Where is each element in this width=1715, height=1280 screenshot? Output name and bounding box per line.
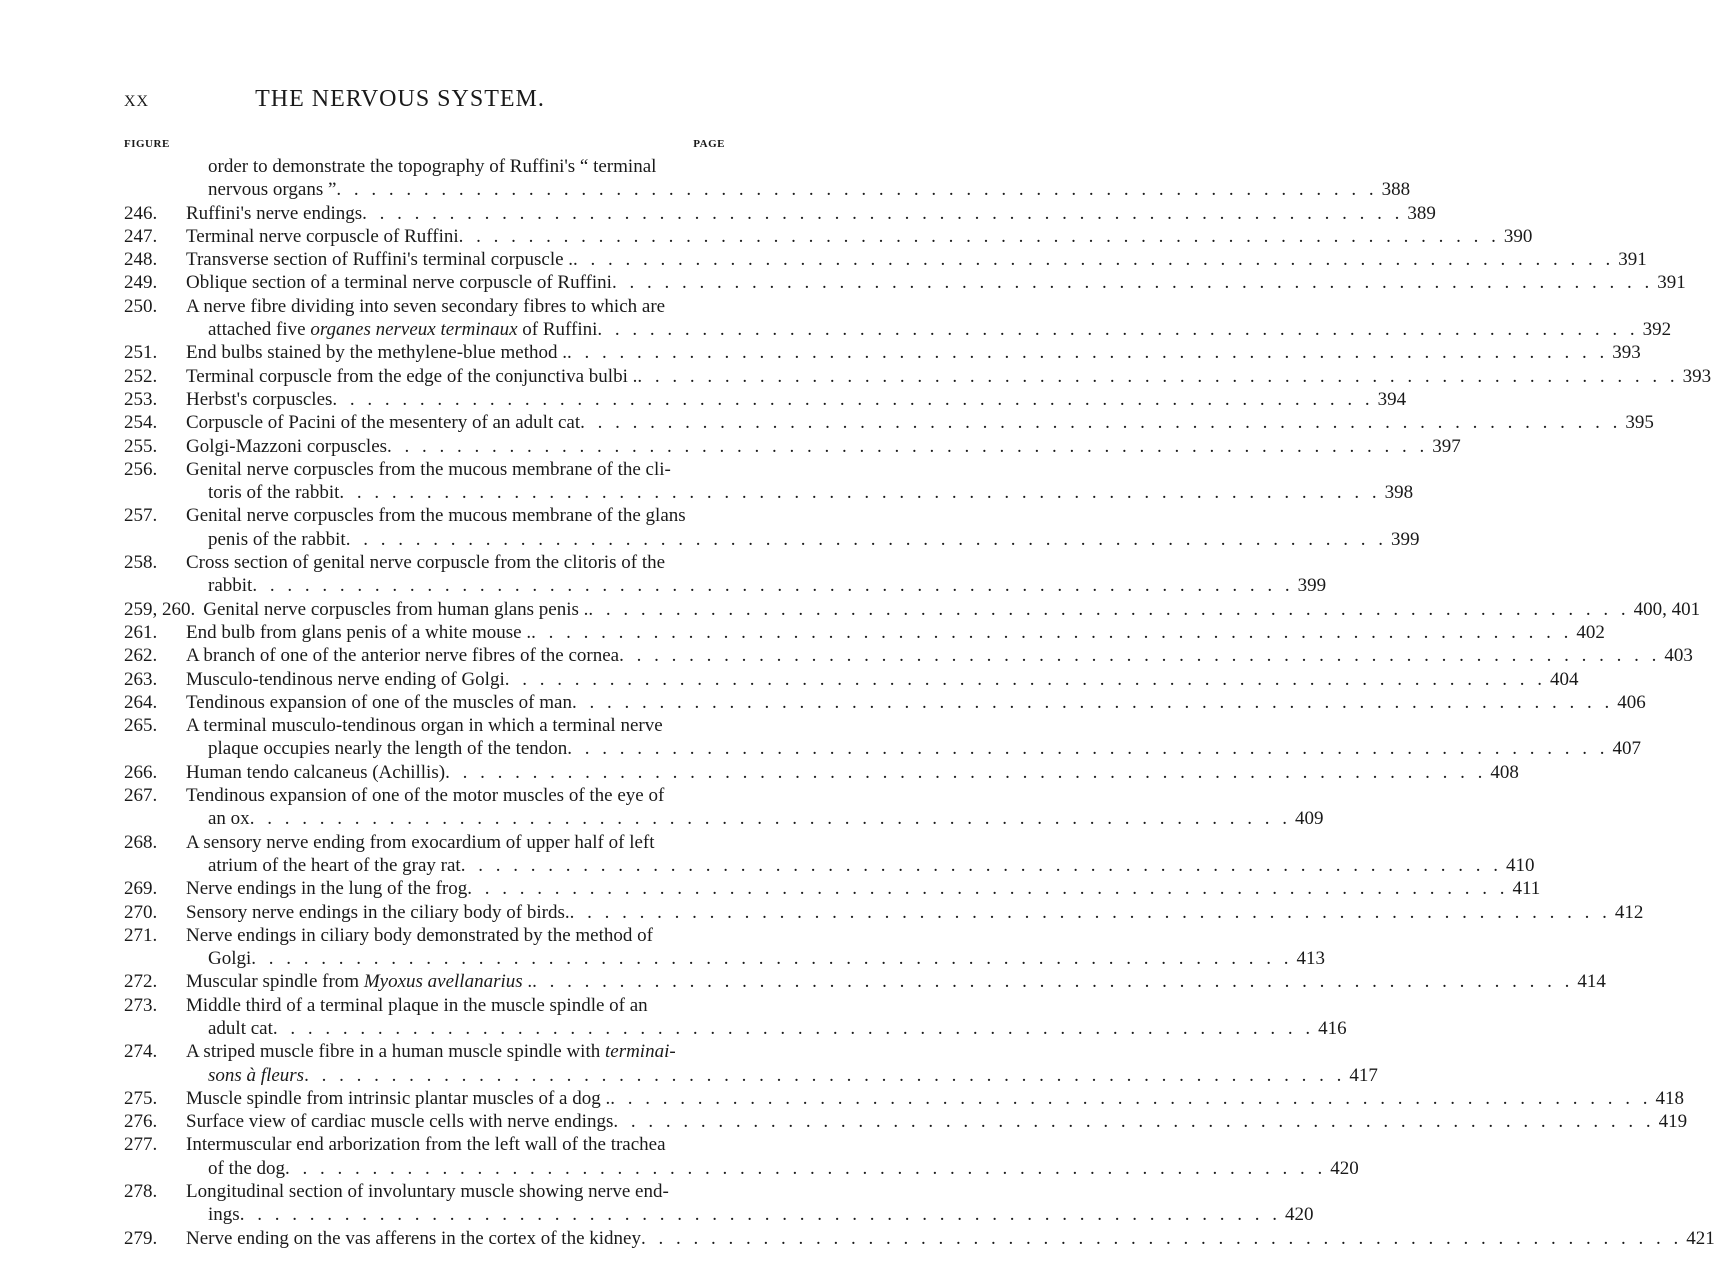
figure-description bbox=[186, 714, 1642, 761]
figure-number: 247. bbox=[124, 225, 158, 247]
figure-description bbox=[186, 365, 1712, 388]
dot-leader: . . . . . . . . . . . . . . . . . . . . . . . . . . . . . . . . . . . . . . . . . . . . . . . . . . . . . . . . . . . . bbox=[613, 1111, 1655, 1133]
list-item bbox=[124, 295, 1672, 342]
description-line bbox=[186, 528, 1420, 551]
list-item bbox=[124, 1040, 1378, 1087]
description-line bbox=[186, 411, 1654, 434]
description-line bbox=[186, 1087, 1684, 1110]
line-text: penis of the rabbit bbox=[208, 528, 346, 550]
description-line bbox=[186, 1064, 1378, 1087]
figure-number: 257. bbox=[124, 505, 158, 527]
list-item bbox=[124, 388, 1407, 411]
line-text: Cross section of genital nerve corpuscle from the clitoris of the bbox=[186, 552, 666, 574]
description-line bbox=[186, 318, 1672, 341]
list-item bbox=[124, 1087, 1684, 1110]
page-reference: 392 bbox=[1642, 319, 1672, 341]
line-text: plaque occupies nearly the length of the tendon bbox=[208, 738, 568, 760]
figure-number: 276. bbox=[124, 1111, 158, 1133]
description-line bbox=[186, 388, 1407, 411]
figure-number: 265. bbox=[124, 715, 158, 737]
figure-description bbox=[186, 644, 1693, 667]
page-reference: 420 bbox=[1330, 1157, 1359, 1179]
line-text: Golgi-Mazzoni corpuscles bbox=[186, 435, 388, 457]
figure-number: 249. bbox=[124, 272, 158, 294]
dot-leader: . . . . . . . . . . . . . . . . . . . . . . . . . . . . . . . . . . . . . . . . . . . . . . . . . . . . . . . . . . . . bbox=[597, 319, 1639, 341]
line-text: an ox bbox=[208, 808, 250, 830]
description-line bbox=[186, 737, 1642, 760]
list-item bbox=[124, 1110, 1688, 1133]
list-item bbox=[124, 411, 1654, 434]
line-text: Nerve endings in the lung of the frog bbox=[186, 878, 468, 900]
description-line bbox=[186, 1180, 725, 1203]
description-line bbox=[186, 807, 1324, 830]
description-line bbox=[186, 458, 725, 481]
line-text-roman: of Ruffini bbox=[517, 319, 598, 341]
description-line bbox=[186, 271, 1686, 294]
dot-leader: . . . . . . . . . . . . . . . . . . . . . . . . . . . . . . . . . . . . . . . . . . . . . . . . . . . . . . . . . . . . bbox=[339, 482, 1381, 504]
description-line bbox=[186, 248, 1647, 271]
description-line bbox=[186, 668, 1579, 691]
figure-number: 251. bbox=[124, 342, 158, 364]
dot-leader: . . . . . . . . . . . . . . . . . . . . . . . . . . . . . . . . . . . . . . . . . . . . . . . . . . . . . . . . . . . . bbox=[619, 645, 1661, 667]
line-text: A terminal musculo-tendinous organ in which a terminal nerve bbox=[186, 715, 663, 737]
line-text-italic: sons à fleurs bbox=[208, 1064, 305, 1086]
line-text: A nerve fibre dividing into seven secondary fibres to which are bbox=[186, 295, 666, 317]
figure-number: 258. bbox=[124, 552, 158, 574]
line-text: End bulbs stained by the methylene-blue method . bbox=[186, 342, 567, 364]
line-text: Longitudinal section of involuntary muscle showing nerve end- bbox=[186, 1181, 669, 1203]
figure-column-header: FIGURE bbox=[124, 138, 170, 150]
dot-leader: . . . . . . . . . . . . . . . . . . . . . . . . . . . . . . . . . . . . . . . . . . . . . . . . . . . . . . . . . . . . bbox=[610, 1087, 1652, 1109]
figure-description bbox=[186, 621, 1605, 644]
page-reference: 412 bbox=[1614, 901, 1644, 923]
description-line bbox=[186, 784, 725, 807]
figure-description bbox=[186, 435, 1461, 458]
figure-number: 262. bbox=[124, 645, 158, 667]
running-title: THE NERVOUS SYSTEM. bbox=[255, 86, 545, 112]
dot-leader: . . . . . . . . . . . . . . . . . . . . . . . . . . . . . . . . . . . . . . . . . . . . . . . . . . . . . . . . . . . . bbox=[532, 971, 1574, 993]
list-item bbox=[124, 1133, 1359, 1180]
description-line bbox=[186, 621, 1605, 644]
description-line bbox=[186, 644, 1693, 667]
figure-description bbox=[186, 411, 1654, 434]
line-text bbox=[186, 1040, 676, 1063]
dot-leader: . . . . . . . . . . . . . . . . . . . . . . . . . . . . . . . . . . . . . . . . . . . . . . . . . . . . . . . . . . . . bbox=[304, 1064, 1346, 1086]
description-line bbox=[186, 1203, 1314, 1226]
page-reference: 404 bbox=[1549, 668, 1579, 690]
description-line bbox=[186, 994, 725, 1017]
list-item bbox=[124, 970, 1606, 993]
description-line bbox=[186, 481, 1414, 504]
figure-description bbox=[186, 1227, 1715, 1250]
line-text: A branch of one of the anterior nerve fibres of the cornea bbox=[186, 645, 620, 667]
line-text: ings bbox=[208, 1204, 240, 1226]
list-item bbox=[124, 761, 1519, 784]
list-item bbox=[124, 901, 1644, 924]
line-text: Golgi bbox=[208, 948, 252, 970]
figure-number: 277. bbox=[124, 1134, 158, 1156]
description-line bbox=[186, 574, 1327, 597]
line-text: Herbst's corpuscles bbox=[186, 388, 333, 410]
description-line bbox=[186, 854, 1535, 877]
figure-description bbox=[186, 877, 1541, 900]
line-text-italic: Myoxus avellanarius bbox=[363, 971, 523, 993]
figure-description bbox=[186, 668, 1579, 691]
figure-number: 263. bbox=[124, 668, 158, 690]
page-reference: 406 bbox=[1617, 691, 1646, 713]
figure-description bbox=[186, 225, 1533, 248]
page-reference: 418 bbox=[1655, 1087, 1684, 1109]
figure-description bbox=[186, 155, 1411, 202]
dot-leader: . . . . . . . . . . . . . . . . . . . . . . . . . . . . . . . . . . . . . . . . . . . . . . . . . . . . . . . . . . . . bbox=[251, 948, 1293, 970]
description-line bbox=[186, 551, 725, 574]
line-text: End bulb from glans penis of a white mouse . bbox=[186, 621, 532, 643]
figure-number: 268. bbox=[124, 831, 158, 853]
figure-description bbox=[186, 761, 1519, 784]
figure-number: 246. bbox=[124, 202, 158, 224]
line-text: rabbit bbox=[208, 575, 253, 597]
page-reference: 398 bbox=[1384, 482, 1414, 504]
dot-leader: . . . . . . . . . . . . . . . . . . . . . . . . . . . . . . . . . . . . . . . . . . . . . . . . . . . . . . . . . . . . bbox=[345, 528, 1387, 550]
line-text: Oblique section of a terminal nerve corpuscle of Ruffini bbox=[186, 272, 612, 294]
page-reference: 388 bbox=[1381, 179, 1411, 201]
line-text: Corpuscle of Pacini of the mesentery of an adult cat bbox=[186, 412, 581, 434]
description-line bbox=[186, 877, 1541, 900]
figure-number: 273. bbox=[124, 994, 158, 1016]
dot-leader: . . . . . . . . . . . . . . . . . . . . . . . . . . . . . . . . . . . . . . . . . . . . . . . . . . . . . . . . . . . . bbox=[531, 621, 1573, 643]
list-item bbox=[124, 691, 1646, 714]
dot-leader: . . . . . . . . . . . . . . . . . . . . . . . . . . . . . . . . . . . . . . . . . . . . . . . . . . . . . . . . . . . . bbox=[239, 1204, 1281, 1226]
line-text: toris of the rabbit bbox=[208, 482, 340, 504]
dot-leader: . . . . . . . . . . . . . . . . . . . . . . . . . . . . . . . . . . . . . . . . . . . . . . . . . . . . . . . . . . . . bbox=[362, 202, 1404, 224]
page-reference: 409 bbox=[1294, 808, 1324, 830]
dot-leader: . . . . . . . . . . . . . . . . . . . . . . . . . . . . . . . . . . . . . . . . . . . . . . . . . . . . . . . . . . . . bbox=[580, 412, 1622, 434]
dot-leader: . . . . . . . . . . . . . . . . . . . . . . . . . . . . . . . . . . . . . . . . . . . . . . . . . . . . . . . . . . . . bbox=[567, 738, 1609, 760]
list-item bbox=[124, 714, 1642, 761]
description-line bbox=[186, 924, 725, 947]
line-text-roman: attached five bbox=[208, 319, 311, 341]
description-line bbox=[186, 1133, 725, 1156]
figure-description bbox=[186, 1087, 1684, 1110]
line-text-italic: organes nerveux terminaux bbox=[310, 319, 518, 341]
page-reference: 390 bbox=[1503, 225, 1533, 247]
figure-number: 250. bbox=[124, 295, 158, 317]
list-item bbox=[124, 202, 1436, 225]
list-item bbox=[124, 994, 1347, 1041]
page-reference: 411 bbox=[1512, 878, 1541, 900]
list-item bbox=[124, 248, 1647, 271]
figure-number: 266. bbox=[124, 761, 158, 783]
list-item bbox=[124, 668, 1579, 691]
figure-description bbox=[186, 1110, 1688, 1133]
line-text: adult cat bbox=[208, 1017, 273, 1039]
figure-description bbox=[186, 1180, 1314, 1227]
page-reference: 391 bbox=[1657, 272, 1686, 294]
list-item bbox=[124, 365, 1712, 388]
figure-description bbox=[186, 202, 1436, 225]
list-item bbox=[124, 924, 1326, 971]
line-text: Musculo-tendinous nerve ending of Golgi bbox=[186, 668, 505, 690]
line-text: Terminal nerve corpuscle of Ruffini bbox=[186, 225, 459, 247]
figure-description bbox=[186, 1133, 1359, 1180]
line-text bbox=[186, 970, 532, 993]
list-item bbox=[124, 784, 1324, 831]
dot-leader: . . . . . . . . . . . . . . . . . . . . . . . . . . . . . . . . . . . . . . . . . . . . . . . . . . . . . . . . . . . . bbox=[458, 225, 1500, 247]
dot-leader: . . . . . . . . . . . . . . . . . . . . . . . . . . . . . . . . . . . . . . . . . . . . . . . . . . . . . . . . . . . . bbox=[637, 365, 1679, 387]
dot-leader: . . . . . . . . . . . . . . . . . . . . . . . . . . . . . . . . . . . . . . . . . . . . . . . . . . . . . . . . . . . . bbox=[285, 1157, 1327, 1179]
list-item bbox=[124, 1227, 1715, 1250]
line-text: order to demonstrate the topography of Ruffini's “ terminal bbox=[208, 156, 657, 177]
dot-leader: . . . . . . . . . . . . . . . . . . . . . . . . . . . . . . . . . . . . . . . . . . . . . . . . . . . . . . . . . . . . bbox=[504, 668, 1546, 690]
line-text-roman: Muscular spindle from bbox=[186, 971, 364, 993]
line-text: Sensory nerve endings in the ciliary body of birds. bbox=[186, 901, 570, 923]
page-reference: 400, 401 bbox=[1633, 598, 1701, 620]
figure-number: 256. bbox=[124, 458, 158, 480]
figure-description bbox=[186, 924, 1326, 971]
dot-leader: . . . . . . . . . . . . . . . . . . . . . . . . . . . . . . . . . . . . . . . . . . . . . . . . . . . . . . . . . . . . bbox=[573, 249, 1615, 271]
dot-leader: . . . . . . . . . . . . . . . . . . . . . . . . . . . . . . . . . . . . . . . . . . . . . . . . . . . . . . . . . . . . bbox=[272, 1017, 1315, 1039]
figure-number: 278. bbox=[124, 1181, 158, 1203]
line-text: Muscle spindle from intrinsic plantar muscles of a dog . bbox=[186, 1087, 611, 1109]
dot-leader: . . . . . . . . . . . . . . . . . . . . . . . . . . . . . . . . . . . . . . . . . . . . . . . . . . . . . . . . . . . . bbox=[249, 808, 1291, 830]
figure-number: 254. bbox=[124, 412, 158, 434]
page-reference: 399 bbox=[1390, 528, 1420, 550]
figure-description bbox=[186, 341, 1641, 364]
description-line bbox=[186, 295, 725, 318]
description-line bbox=[186, 435, 1461, 458]
line-text: Nerve ending on the vas afferens in the cortex of the kidney bbox=[186, 1227, 641, 1249]
line-text: atrium of the heart of the gray rat bbox=[208, 854, 461, 876]
description-line bbox=[186, 691, 1646, 714]
line-text: Nerve endings in ciliary body demonstrated by the method of bbox=[186, 924, 653, 946]
page-reference: 394 bbox=[1377, 388, 1407, 410]
line-text: Middle third of a terminal plaque in the muscle spindle of an bbox=[186, 994, 648, 1016]
page-reference: 421 bbox=[1686, 1227, 1715, 1249]
figure-number: 269. bbox=[124, 878, 158, 900]
figure-description bbox=[186, 295, 1672, 342]
figure-description bbox=[186, 901, 1644, 924]
dot-leader: . . . . . . . . . . . . . . . . . . . . . . . . . . . . . . . . . . . . . . . . . . . . . . . . . . . . . . . . . . . . bbox=[467, 878, 1509, 900]
list-item bbox=[124, 341, 1641, 364]
list-item bbox=[124, 621, 1605, 644]
figure-number: 255. bbox=[124, 435, 158, 457]
description-line bbox=[186, 947, 1326, 970]
page-reference: 416 bbox=[1318, 1017, 1347, 1039]
description-line bbox=[186, 202, 1436, 225]
figure-number: 252. bbox=[124, 365, 158, 387]
list-item bbox=[124, 551, 1327, 598]
figure-description bbox=[186, 784, 1324, 831]
page-reference: 389 bbox=[1407, 202, 1436, 224]
figure-description bbox=[186, 271, 1686, 294]
description-line bbox=[186, 155, 725, 178]
figure-description bbox=[186, 504, 1420, 551]
figure-number: 271. bbox=[124, 924, 158, 946]
page-reference: 414 bbox=[1577, 971, 1606, 993]
line-text: Genital nerve corpuscles from the mucous membrane of the cli- bbox=[186, 458, 671, 480]
list-item bbox=[124, 831, 1535, 878]
page-reference: 391 bbox=[1618, 249, 1647, 271]
figure-description bbox=[186, 248, 1647, 271]
line-text: A sensory nerve ending from exocardium of upper half of left bbox=[186, 831, 655, 853]
figure-number: 272. bbox=[124, 971, 158, 993]
line-text: of the dog bbox=[208, 1157, 286, 1179]
figure-number: 267. bbox=[124, 785, 158, 807]
list-item bbox=[124, 271, 1686, 294]
list-item bbox=[124, 1180, 1314, 1227]
list-item bbox=[124, 598, 1701, 621]
page-reference: 413 bbox=[1296, 948, 1326, 970]
page-reference: 417 bbox=[1349, 1064, 1378, 1086]
line-text: Terminal corpuscle from the edge of the conjunctiva bulbi . bbox=[186, 365, 638, 387]
line-text bbox=[208, 1064, 304, 1087]
description-line bbox=[186, 178, 1411, 201]
figure-description bbox=[186, 1040, 1378, 1087]
list-item bbox=[124, 225, 1533, 248]
list-item bbox=[124, 644, 1693, 667]
page-reference: 407 bbox=[1612, 738, 1642, 760]
description-line bbox=[186, 504, 725, 527]
description-line bbox=[186, 1017, 1347, 1040]
dot-leader: . . . . . . . . . . . . . . . . . . . . . . . . . . . . . . . . . . . . . . . . . . . . . . . . . . . . . . . . . . . . bbox=[566, 342, 1609, 364]
figure-description bbox=[186, 458, 1414, 505]
list-item bbox=[124, 435, 1461, 458]
page-reference: 393 bbox=[1682, 365, 1712, 387]
description-line bbox=[186, 1110, 1688, 1133]
description-line bbox=[186, 225, 1533, 248]
description-line bbox=[186, 901, 1644, 924]
description-line bbox=[186, 1157, 1359, 1180]
figure-number bbox=[124, 155, 186, 202]
page-reference: 410 bbox=[1505, 854, 1535, 876]
page-number: XX bbox=[124, 93, 150, 110]
dot-leader: . . . . . . . . . . . . . . . . . . . . . . . . . . . . . . . . . . . . . . . . . . . . . . . . . . . . . . . . . . . . bbox=[252, 575, 1294, 597]
dot-leader: . . . . . . . . . . . . . . . . . . . . . . . . . . . . . . . . . . . . . . . . . . . . . . . . . . . . . . . . . . . . bbox=[387, 435, 1429, 457]
page-reference: 402 bbox=[1576, 621, 1605, 643]
figure-number: 274. bbox=[124, 1041, 158, 1063]
page-column-header: PAGE bbox=[693, 138, 725, 150]
figure-number: 270. bbox=[124, 901, 158, 923]
figure-number: 261. bbox=[124, 621, 158, 643]
dot-leader: . . . . . . . . . . . . . . . . . . . . . . . . . . . . . . . . . . . . . . . . . . . . . . . . . . . . . . . . . . . . bbox=[571, 691, 1614, 713]
figure-description bbox=[186, 994, 1347, 1041]
dot-leader: . . . . . . . . . . . . . . . . . . . . . . . . . . . . . . . . . . . . . . . . . . . . . . . . . . . . . . . . . . . . bbox=[460, 854, 1502, 876]
line-text: Human tendo calcaneus (Achillis) bbox=[186, 761, 446, 783]
line-text: Genital nerve corpuscles from human glans penis . bbox=[203, 598, 589, 620]
figure-description bbox=[186, 691, 1646, 714]
page-reference: 403 bbox=[1664, 645, 1693, 667]
line-text-italic: terminai- bbox=[604, 1041, 676, 1063]
line-text: Intermuscular end arborization from the left wall of the trachea bbox=[186, 1134, 666, 1156]
figure-description bbox=[203, 598, 1701, 621]
page-reference: 420 bbox=[1284, 1204, 1314, 1226]
list-item bbox=[124, 458, 1414, 505]
dot-leader: . . . . . . . . . . . . . . . . . . . . . . . . . . . . . . . . . . . . . . . . . . . . . . . . . . . . . . . . . . . . bbox=[588, 598, 1630, 620]
list-item bbox=[124, 155, 1411, 202]
figure-description bbox=[186, 388, 1407, 411]
description-line bbox=[186, 365, 1712, 388]
line-text: nervous organs ” bbox=[208, 179, 337, 201]
description-line bbox=[186, 714, 725, 737]
dot-leader: . . . . . . . . . . . . . . . . . . . . . . . . . . . . . . . . . . . . . . . . . . . . . . . . . . . . . . . . . . . . bbox=[569, 901, 1611, 923]
description-line bbox=[186, 970, 1606, 993]
figure-list bbox=[124, 155, 1715, 1250]
dot-leader: . . . . . . . . . . . . . . . . . . . . . . . . . . . . . . . . . . . . . . . . . . . . . . . . . . . . . . . . . . . . bbox=[332, 388, 1374, 410]
line-text: Transverse section of Ruffini's terminal corpuscle . bbox=[186, 249, 574, 271]
figure-description bbox=[186, 831, 1535, 878]
figure-number: 264. bbox=[124, 691, 158, 713]
description-line bbox=[186, 831, 725, 854]
line-text: Tendinous expansion of one of the motor muscles of the eye of bbox=[186, 785, 665, 807]
description-line bbox=[186, 341, 1641, 364]
description-line bbox=[186, 761, 1519, 784]
figure-description bbox=[186, 551, 1327, 598]
line-text-roman: . bbox=[522, 971, 533, 993]
figure-number: 253. bbox=[124, 388, 158, 410]
line-text: Surface view of cardiac muscle cells with nerve endings bbox=[186, 1111, 614, 1133]
figure-description bbox=[186, 970, 1606, 993]
description-line bbox=[186, 1227, 1715, 1250]
line-text: Genital nerve corpuscles from the mucous membrane of the glans bbox=[186, 505, 686, 527]
line-text-roman: A striped muscle fibre in a human muscle spindle with bbox=[186, 1041, 605, 1063]
dot-leader: . . . . . . . . . . . . . . . . . . . . . . . . . . . . . . . . . . . . . . . . . . . . . . . . . . . . . . . . . . . . bbox=[445, 761, 1487, 783]
dot-leader: . . . . . . . . . . . . . . . . . . . . . . . . . . . . . . . . . . . . . . . . . . . . . . . . . . . . . . . . . . . . bbox=[336, 179, 1378, 201]
figure-number: 259, 260. bbox=[124, 598, 196, 620]
dot-leader: . . . . . . . . . . . . . . . . . . . . . . . . . . . . . . . . . . . . . . . . . . . . . . . . . . . . . . . . . . . . bbox=[640, 1227, 1683, 1249]
figure-number: 275. bbox=[124, 1087, 158, 1109]
line-text bbox=[208, 318, 597, 341]
line-text: Ruffini's nerve endings bbox=[186, 202, 363, 224]
page-reference: 399 bbox=[1297, 575, 1327, 597]
page-reference: 395 bbox=[1625, 412, 1654, 434]
figure-number: 279. bbox=[124, 1227, 158, 1249]
description-line bbox=[186, 1040, 725, 1063]
page-reference: 419 bbox=[1658, 1111, 1688, 1133]
dot-leader: . . . . . . . . . . . . . . . . . . . . . . . . . . . . . . . . . . . . . . . . . . . . . . . . . . . . . . . . . . . . bbox=[611, 272, 1654, 294]
line-text: Tendinous expansion of one of the muscles of man bbox=[186, 691, 572, 713]
page-reference: 393 bbox=[1612, 342, 1641, 364]
list-item bbox=[124, 877, 1541, 900]
page-reference: 397 bbox=[1432, 435, 1461, 457]
description-line bbox=[203, 598, 1701, 621]
page-reference: 408 bbox=[1490, 761, 1519, 783]
list-item bbox=[124, 504, 1420, 551]
figure-number: 248. bbox=[124, 249, 158, 271]
